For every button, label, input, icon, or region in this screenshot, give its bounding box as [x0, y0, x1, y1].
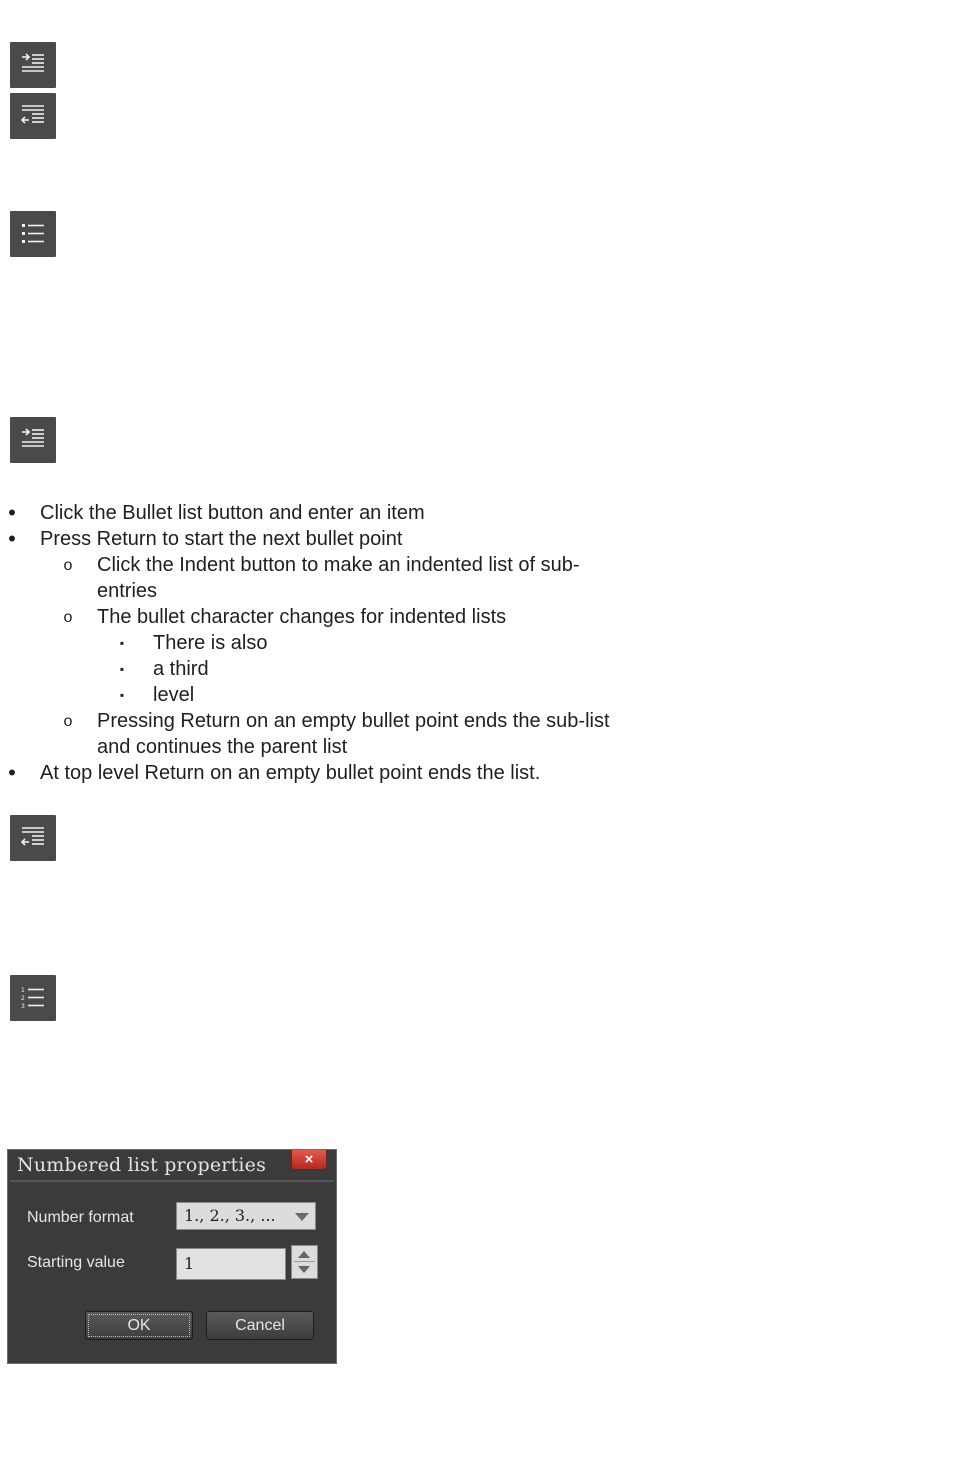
outdent-button-2[interactable] [10, 815, 56, 861]
outdent-icon [10, 93, 56, 139]
starting-value-text: 1 [184, 1254, 195, 1273]
indent-button[interactable] [10, 42, 56, 88]
cancel-button[interactable]: Cancel [206, 1311, 314, 1340]
bullet-marker: • [8, 760, 16, 785]
list-item: ▪ level [0, 682, 620, 708]
bullet-marker: ▪ [119, 636, 125, 650]
outdent-icon [10, 815, 56, 861]
dialog-title: Numbered list properties [17, 1154, 267, 1176]
svg-text:1: 1 [21, 987, 25, 994]
ok-button[interactable]: OK [85, 1311, 193, 1340]
list-item: o Click the Indent button to make an indented list of sub-entries [0, 552, 620, 604]
bullet-list-button[interactable] [10, 211, 56, 257]
list-item: • At top level Return on an empty bullet point ends the list. [0, 760, 620, 786]
starting-value-input[interactable] [176, 1248, 286, 1280]
number-format-select[interactable] [176, 1202, 316, 1230]
numbered-list-icon [10, 975, 56, 1021]
starting-value-label: Starting value [27, 1254, 125, 1271]
svg-text:3: 3 [21, 1003, 25, 1010]
outdent-button[interactable] [10, 93, 56, 139]
arrow-up-icon[interactable] [298, 1251, 310, 1258]
bullet-marker: o [63, 609, 73, 626]
list-item: • Press Return to start the next bullet point [0, 526, 620, 552]
number-format-value: 1., 2., 3., ... [184, 1206, 276, 1225]
bullet-marker: o [63, 713, 73, 730]
numbered-list-button[interactable] [10, 975, 56, 1021]
list-item: • Click the Bullet list button and enter an item [0, 500, 620, 526]
numbered-list-properties-dialog [7, 1149, 337, 1364]
indent-button-2[interactable] [10, 417, 56, 463]
arrow-down-icon[interactable] [298, 1266, 310, 1273]
bullet-marker: ▪ [119, 662, 125, 676]
bullet-marker: • [8, 500, 16, 525]
title-divider [10, 1180, 334, 1182]
list-item: ▪ a third [0, 656, 620, 682]
indent-icon [10, 42, 56, 88]
bullet-marker: ▪ [119, 688, 125, 702]
bullet-marker: • [8, 526, 16, 551]
indent-icon [10, 417, 56, 463]
list-item: o The bullet character changes for indented lists [0, 604, 620, 630]
bullet-marker: o [63, 557, 73, 574]
list-item: o Pressing Return on an empty bullet point ends the sub-list and continues the parent list [0, 708, 620, 760]
close-icon: × [304, 1151, 314, 1168]
close-button[interactable] [291, 1150, 327, 1170]
svg-text:2: 2 [21, 995, 25, 1002]
chevron-down-icon [295, 1213, 309, 1221]
bullet-list-icon [10, 211, 56, 257]
bullet-list-example [0, 500, 620, 786]
stepper-divider [294, 1261, 315, 1262]
starting-value-stepper[interactable] [291, 1245, 318, 1279]
list-item: ▪ There is also [0, 630, 620, 656]
number-format-label: Number format [27, 1209, 134, 1226]
